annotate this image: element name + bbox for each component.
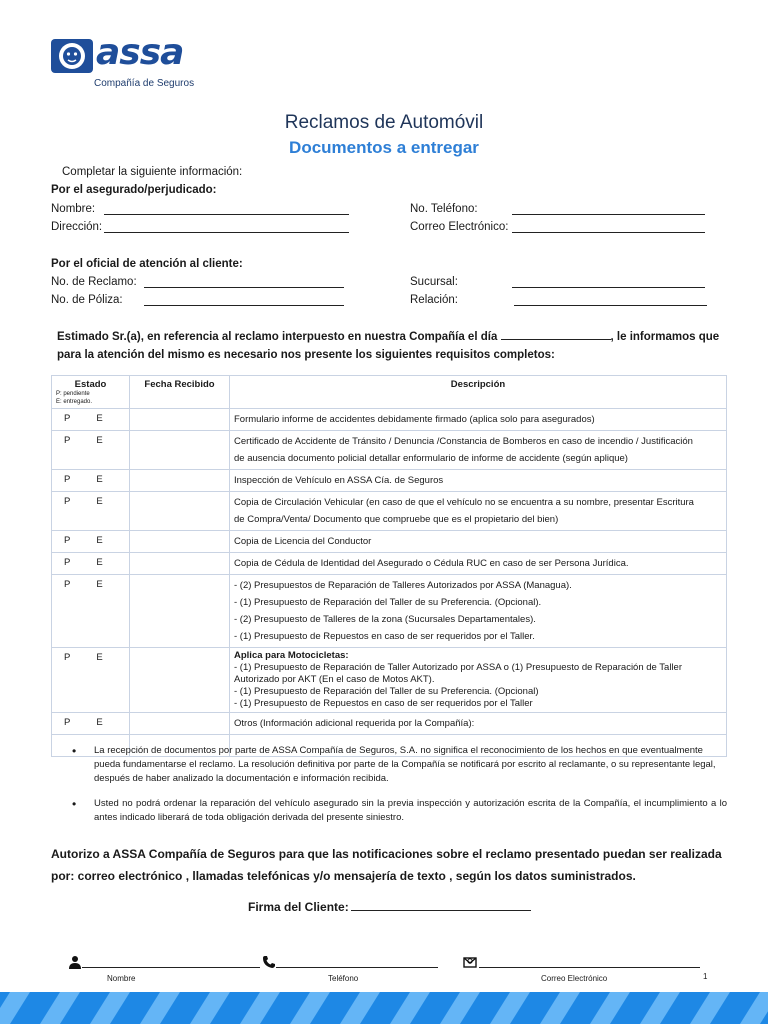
delivered-option[interactable]: E <box>96 652 103 663</box>
descripcion-cell <box>230 409 727 431</box>
telefono-label: No. Teléfono: <box>410 203 478 215</box>
table-row <box>52 409 727 431</box>
description-line: Inspección de Vehículo en ASSA Cía. de Seguros <box>234 475 444 486</box>
descripcion-cell <box>230 575 727 648</box>
pending-option[interactable]: P <box>64 717 71 728</box>
letter-part2: , le informamos que para la atención del mismo es necesario nos presente los siguientes requisitos completos: <box>57 331 720 361</box>
document-title: Reclamos de Automóvil <box>284 112 484 133</box>
fecha-cell[interactable] <box>130 575 230 648</box>
estado-cell <box>52 470 130 492</box>
sucursal-label: Sucursal: <box>410 276 458 288</box>
delivered-option[interactable]: E <box>96 535 103 546</box>
relacion-label: Relación: <box>410 294 458 306</box>
footer-decoration <box>0 992 768 1024</box>
estado-options <box>56 433 125 446</box>
description-line: Certificado de Accidente de Tránsito / Denuncia /Constancia de Bomberos en caso de incendio / Justificación <box>234 436 693 447</box>
description-line: Copia de Circulación Vehicular (en caso de que el vehículo no se encuentra a su nombre, presentar Escritura <box>234 497 694 508</box>
fecha-cell[interactable] <box>130 409 230 431</box>
estado-options <box>56 533 125 546</box>
footer-phone-line <box>276 966 438 968</box>
brand-tagline: Compañía de Seguros <box>94 78 195 89</box>
fecha-cell[interactable] <box>130 492 230 531</box>
estado-options <box>56 650 125 663</box>
description-line: - (1) Presupuesto de Repuestos en caso de ser requeridos por el Taller. <box>234 631 535 642</box>
fecha-cell[interactable] <box>130 470 230 492</box>
estado-cell <box>52 575 130 648</box>
table-row <box>52 575 727 648</box>
table-row <box>52 553 727 575</box>
pending-option[interactable]: P <box>64 435 71 446</box>
description-line: Otros (Información adicional requerida por la Compañía): <box>234 718 475 729</box>
bullet-icon: • <box>72 797 77 811</box>
description-line: - (1) Presupuesto de Reparación del Taller de su Preferencia. (Opcional) <box>234 686 539 697</box>
delivered-option[interactable]: E <box>96 557 103 568</box>
page-number: 1 <box>703 972 708 981</box>
estado-cell <box>52 713 130 735</box>
table-header-row <box>52 376 727 409</box>
description-line: - (1) Presupuesto de Repuestos en caso de ser requeridos por el Taller <box>234 698 533 709</box>
descripcion-header: Descripción <box>230 376 727 409</box>
signature-field[interactable] <box>351 901 531 911</box>
delivered-option[interactable]: E <box>96 579 103 590</box>
estado-cell <box>52 531 130 553</box>
delivered-option[interactable]: E <box>96 413 103 424</box>
pending-option[interactable]: P <box>64 557 71 568</box>
footer-name-label: Nombre <box>107 974 136 983</box>
estado-options <box>56 411 125 424</box>
lion-emblem-icon <box>50 38 94 74</box>
section-insured-heading: Por el asegurado/perjudicado: <box>51 184 217 196</box>
poliza-label: No. de Póliza: <box>51 294 123 306</box>
instruction-text: Completar la siguiente información: <box>62 166 243 178</box>
direccion-field[interactable] <box>104 221 349 233</box>
description-line: - (2) Presupuestos de Reparación de Talleres Autorizados por ASSA (Managua). <box>234 580 572 591</box>
fecha-cell[interactable] <box>130 553 230 575</box>
description-line: - (1) Presupuesto de Reparación de Taller Autorizado por ASSA o (1) Presupuesto de Reparación de Taller <box>234 662 682 673</box>
delivered-option[interactable]: E <box>96 496 103 507</box>
estado-header-label: Estado <box>74 379 107 390</box>
telefono-field[interactable] <box>512 203 705 215</box>
descripcion-cell <box>230 492 727 531</box>
phone-icon <box>262 955 276 969</box>
pending-option[interactable]: P <box>64 413 71 424</box>
legend-p: P: pendiente <box>56 391 90 397</box>
fecha-cell[interactable] <box>130 431 230 470</box>
description-title: Aplica para Motocicletas: <box>234 650 349 661</box>
estado-cell <box>52 492 130 531</box>
pending-option[interactable]: P <box>64 496 71 507</box>
table-row <box>52 492 727 531</box>
nombre-label: Nombre: <box>51 203 96 215</box>
fecha-cell[interactable] <box>130 713 230 735</box>
estado-options <box>56 715 125 728</box>
delivered-option[interactable]: E <box>96 717 103 728</box>
poliza-field[interactable] <box>144 294 344 306</box>
estado-options <box>56 494 125 507</box>
descripcion-cell <box>230 531 727 553</box>
description-line: - (1) Presupuesto de Reparación del Taller de su Preferencia. (Opcional). <box>234 597 542 608</box>
pending-option[interactable]: P <box>64 535 71 546</box>
table-row <box>52 713 727 735</box>
estado-options <box>56 577 125 590</box>
footer-email-line <box>479 966 700 968</box>
pending-option[interactable]: P <box>64 474 71 485</box>
descripcion-cell <box>230 553 727 575</box>
estado-cell <box>52 553 130 575</box>
footer-name-line <box>82 966 260 968</box>
mail-icon <box>463 955 477 969</box>
fecha-cell[interactable] <box>130 531 230 553</box>
signature-label: Firma del Cliente: <box>248 900 349 914</box>
estado-options <box>56 555 125 568</box>
person-icon <box>68 955 82 969</box>
pending-option[interactable]: P <box>64 579 71 590</box>
estado-options <box>56 472 125 485</box>
table-row <box>52 470 727 492</box>
reclamo-label: No. de Reclamo: <box>51 276 137 288</box>
letter-part1: Estimado Sr.(a), en referencia al reclamo interpuesto en nuestra Compañía el día <box>57 331 501 343</box>
correo-field[interactable] <box>512 221 705 233</box>
correo-label: Correo Electrónico: <box>410 221 509 233</box>
relacion-field[interactable] <box>514 294 707 306</box>
footer-email-label: Correo Electrónico <box>541 974 608 983</box>
table-row <box>52 431 727 470</box>
signature-row <box>248 900 531 914</box>
direccion-label: Dirección: <box>51 221 103 233</box>
nombre-field[interactable] <box>104 203 349 215</box>
descripcion-cell <box>230 470 727 492</box>
description-line: de Compra/Venta/ Documento que compruebe que es el propietario del bien) <box>234 514 559 525</box>
descripcion-cell <box>230 648 727 713</box>
descripcion-cell <box>230 713 727 735</box>
assa-logo <box>50 32 210 92</box>
descripcion-cell <box>230 431 727 470</box>
description-line: Copia de Cédula de Identidad del Asegurado o Cédula RUC en caso de ser Persona Jurídica. <box>234 558 629 569</box>
document-subtitle: Documentos a entregar <box>289 138 479 157</box>
description-line: Copia de Licencia del Conductor <box>234 536 372 547</box>
delivered-option[interactable]: E <box>96 435 103 446</box>
footer-phone-label: Teléfono <box>328 974 359 983</box>
fecha-header: Fecha Recibido <box>130 376 230 409</box>
list-item <box>72 744 727 786</box>
description-line: - (2) Presupuesto de Talleres de la zona (Sucursales Departamentales). <box>234 614 536 625</box>
pending-option[interactable]: P <box>64 652 71 663</box>
brand-name: assa <box>96 32 184 73</box>
estado-header <box>52 376 130 409</box>
description-line: Formulario informe de accidentes debidamente firmado (aplica solo para asegurados) <box>234 414 595 425</box>
note-text-1: La recepción de documentos por parte de ASSA Compañía de Seguros, S.A. no significa el reconocimiento de los hechos en que eventualmente pueda fundamentarse el reclamo. La resolución definitiva por parte de la Compañía se notificará por escrito al reclamante, o su representante legal, después de haber analizado la documentación e información recibida. <box>94 745 716 784</box>
requirements-table <box>51 375 727 757</box>
section-officer-heading: Por el oficial de atención al cliente: <box>51 258 243 270</box>
estado-cell <box>52 409 130 431</box>
note-text-2: Usted no podrá ordenar la reparación del vehículo asegurado sin la previa inspección y autorización escrita de la Compañía, el incumplimiento a lo antes indicado liberará de toda obligación derivada del presente siniestro. <box>94 798 727 823</box>
authorization-text: Autorizo a ASSA Compañía de Seguros para que las notificaciones sobre el reclamo presentado puedan ser realizada por: correo electrónico , llamadas telefónicas y/o mensajería de texto , según los datos suministrados. <box>51 847 722 883</box>
table-row <box>52 648 727 713</box>
sucursal-field[interactable] <box>512 276 705 288</box>
table-row <box>52 531 727 553</box>
reclamo-field[interactable] <box>144 276 344 288</box>
claim-date-field[interactable] <box>501 330 611 340</box>
description-line: Autorizado por AKT (En el caso de Motos AKT). <box>234 674 435 685</box>
legend-e: E: entregado. <box>56 399 93 405</box>
list-item <box>72 797 727 825</box>
fecha-cell[interactable] <box>130 648 230 713</box>
notes-list <box>72 744 727 836</box>
letter-paragraph <box>57 328 727 364</box>
estado-cell <box>52 431 130 470</box>
bullet-icon: • <box>72 744 77 758</box>
estado-cell <box>52 648 130 713</box>
requirements-body <box>52 409 727 757</box>
description-line: de ausencia documento policial detallar enformulario de informe de accidente (según aplique) <box>234 453 628 464</box>
delivered-option[interactable]: E <box>96 474 103 485</box>
